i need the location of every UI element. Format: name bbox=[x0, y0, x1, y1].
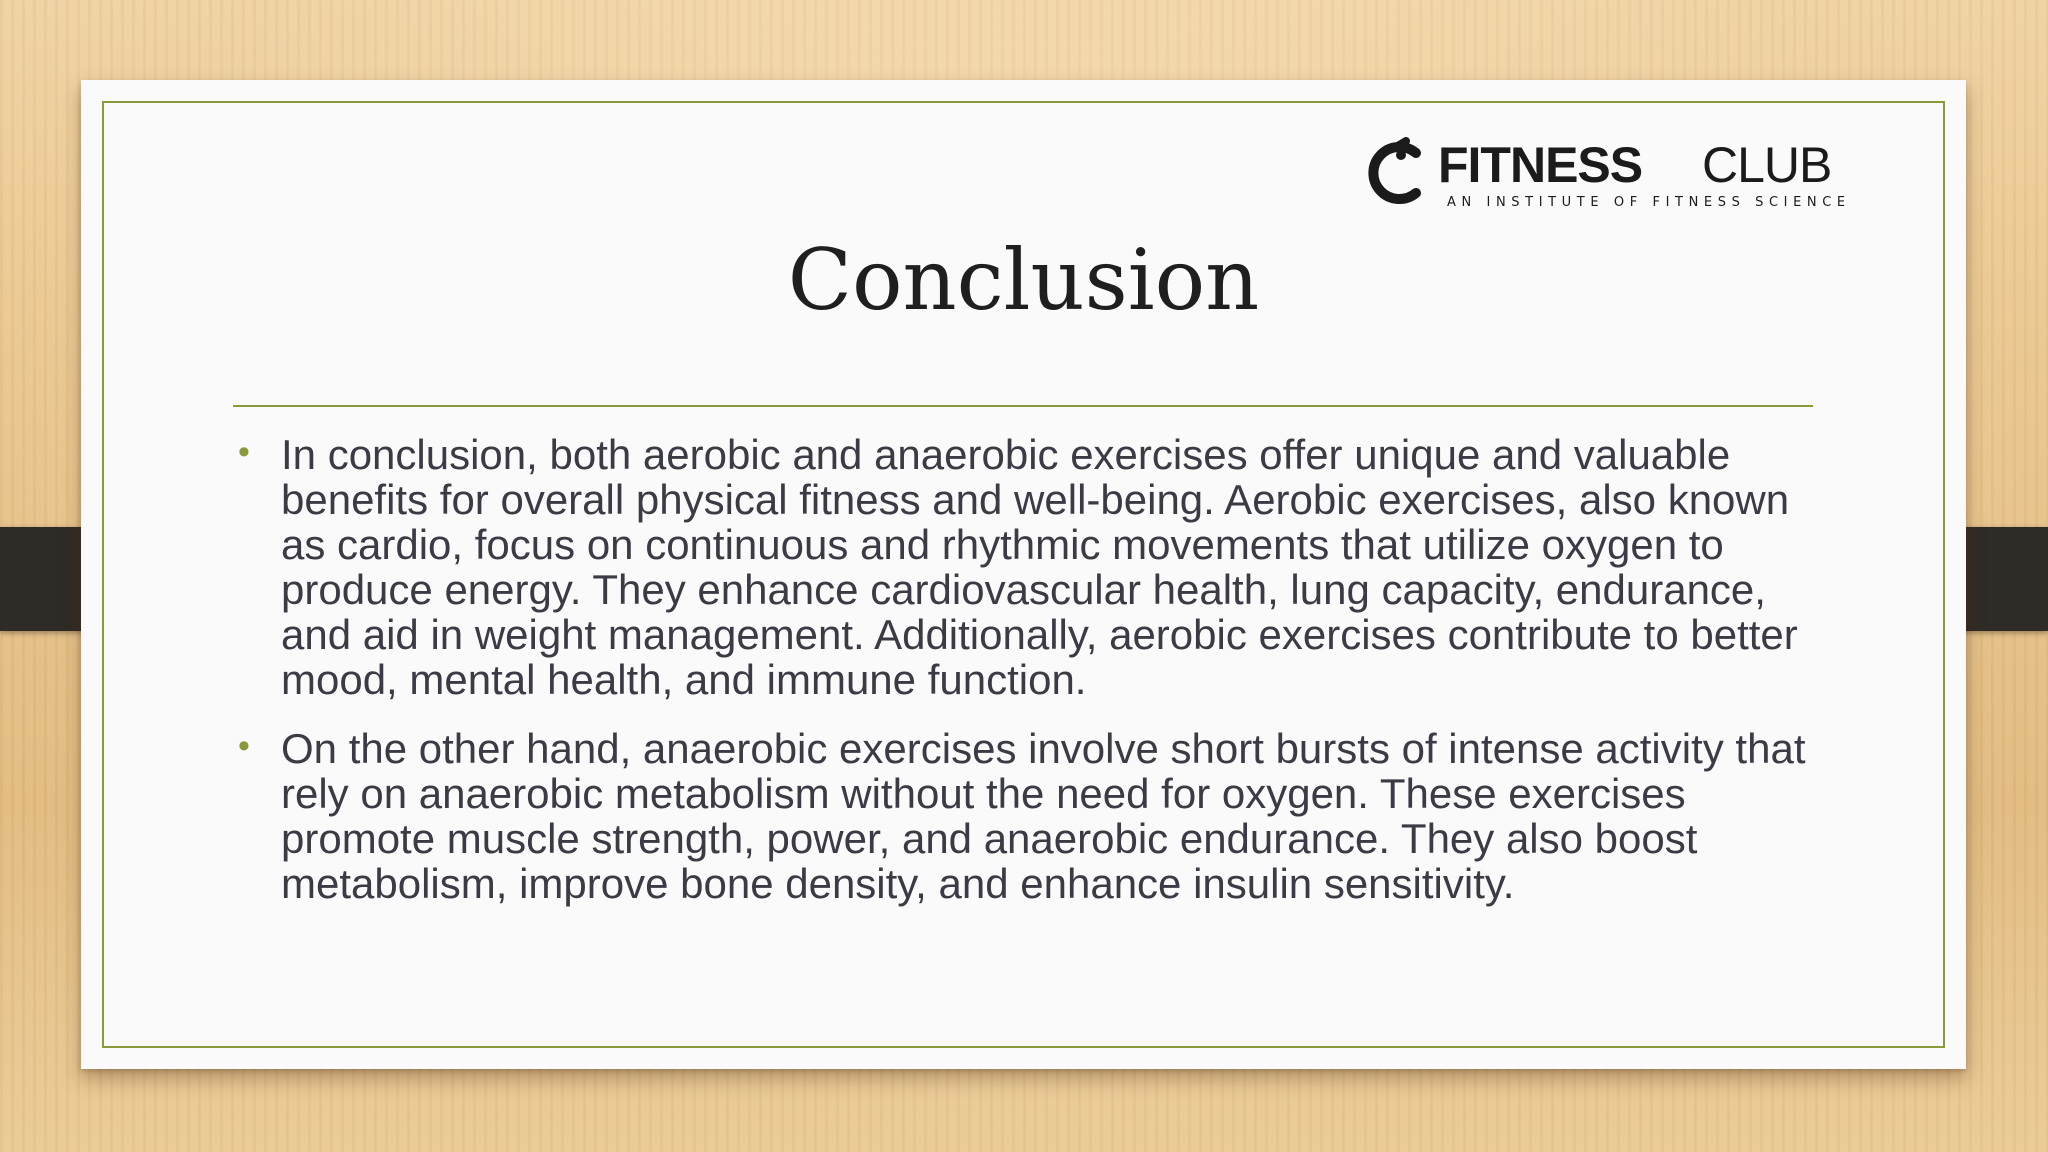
bullet-item bbox=[233, 726, 1833, 906]
bullet-text: On the other hand, anaerobic exercises involve short bursts of intense activity that rely on anaerobic metabolism without the need for oxygen. These exercises promote muscle strength, power, and anaerobic endurance. They also boost metabolism, improve bone density, and enhance insulin sensitivity. bbox=[281, 725, 1806, 907]
logo-brand-bold: FITNESS bbox=[1438, 137, 1643, 193]
bullet-list bbox=[233, 432, 1833, 930]
fitness-club-c-icon bbox=[1366, 137, 1430, 207]
logo-brand-light: CLUB bbox=[1702, 137, 1832, 193]
slide-card bbox=[81, 80, 1966, 1069]
bullet-dot-icon: • bbox=[238, 727, 250, 765]
bullet-item bbox=[233, 432, 1833, 702]
bullet-text: In conclusion, both aerobic and anaerobic exercises offer unique and valuable benefits for overall physical fitness and well-being. Aerobic exercises, also known as cardio, focus on continuous and rhythmic movements that utilize oxygen to produce energy. They enhance cardiovascular health, lung capacity, endurance, and aid in weight management. Additionally, aerobic exercises contribute to better mood, mental health, and immune function. bbox=[281, 431, 1798, 703]
title-divider bbox=[233, 405, 1813, 407]
logo-tagline: AN INSTITUTE OF FITNESS SCIENCE bbox=[1447, 195, 1851, 210]
fitness-club-logo bbox=[1366, 135, 1851, 213]
bullet-dot-icon: • bbox=[238, 433, 250, 471]
slide-title: Conclusion bbox=[787, 231, 1260, 329]
